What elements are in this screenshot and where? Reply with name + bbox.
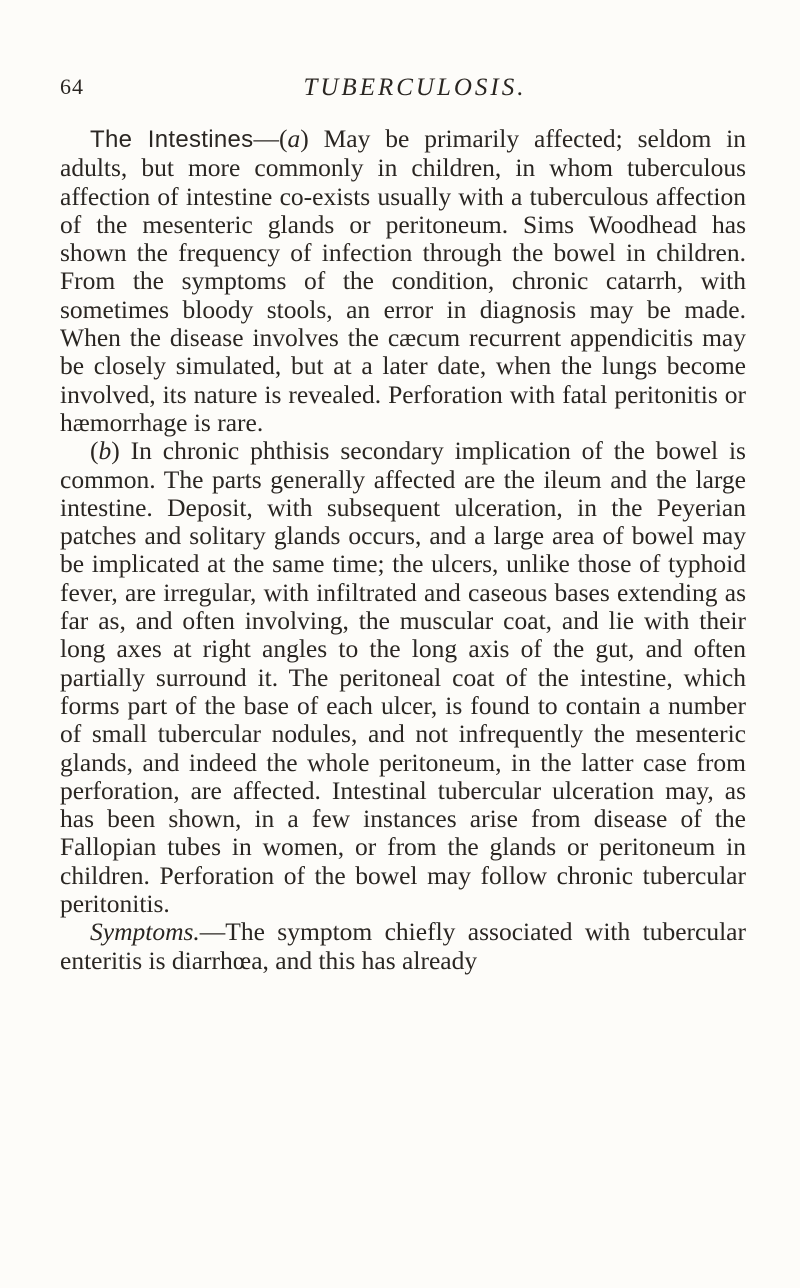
page-number: 64 — [60, 74, 84, 99]
section-heading-symptoms: Symptoms. — [90, 917, 200, 947]
paragraph-intestines — [60, 125, 746, 437]
running-head — [60, 74, 740, 106]
paragraph-a-marker: a — [287, 124, 301, 153]
paragraph-b-text: ) In chronic phthisis secondary implication of the bowel is common. The parts generally affected are the ileum and the large intestine. Deposit, with subsequent ulceration, in the Peyerian patches and solitary glands occurs, and a large area of bowel may be implicated at the same time; the ulcers, unlike those of typhoid fever, are irregular, with infiltrated and caseous bases extending as far as, and often involving, the muscular coat, and lie with their long axes at right angles to the long axis of the gut, and often partially surround it. The peritoneal coat of the intestine, which forms part of the base of each ulcer, is found to contain a number of small tubercular nodules, and not infrequently the mesenteric glands, and indeed the whole peritoneum, in the latter case from perforation, are affected. Intestinal tubercular ulceration may, as has been shown, in a few instances arise from disease of the Fallopian tubes in women, or from the glands or peritoneum in children. Perforation of the bowel may follow chronic tubercular peritonitis. — [60, 436, 746, 919]
paragraph-b-marker: b — [98, 436, 112, 466]
paragraph-a-dash: —( — [253, 124, 288, 153]
paragraph-a-text: ) May be primarily affected; seldom in adults, but more commonly in children, in whom tuberculous affection of intestine co-exists usually with a tuberculous affection of the mesenteric glands or peritoneum. Sims Woodhead has shown the frequency of infection through the bowel in children. From the symptoms of the condition, chronic catarrh, with sometimes bloody stools, an error in diagnosis may be made. When the disease involves the cæcum recurrent appendicitis may be closely simulated, but at a later date, when the lungs become involved, its nature is revealed. Perforation with fatal peritonitis or hæmorrhage is rare. — [60, 124, 747, 437]
paragraph-b-open: ( — [90, 436, 99, 466]
body-text — [60, 125, 746, 975]
running-title: TUBERCULOSIS. — [303, 74, 527, 101]
section-heading-intestines: The Intestines — [90, 126, 254, 153]
paragraph-chronic-phthisis — [60, 437, 746, 918]
paragraph-c-text: —The symptom chiefly associated with tubercular enteritis is diarrhœa, and this has already — [60, 917, 746, 975]
paragraph-symptoms — [60, 918, 746, 975]
